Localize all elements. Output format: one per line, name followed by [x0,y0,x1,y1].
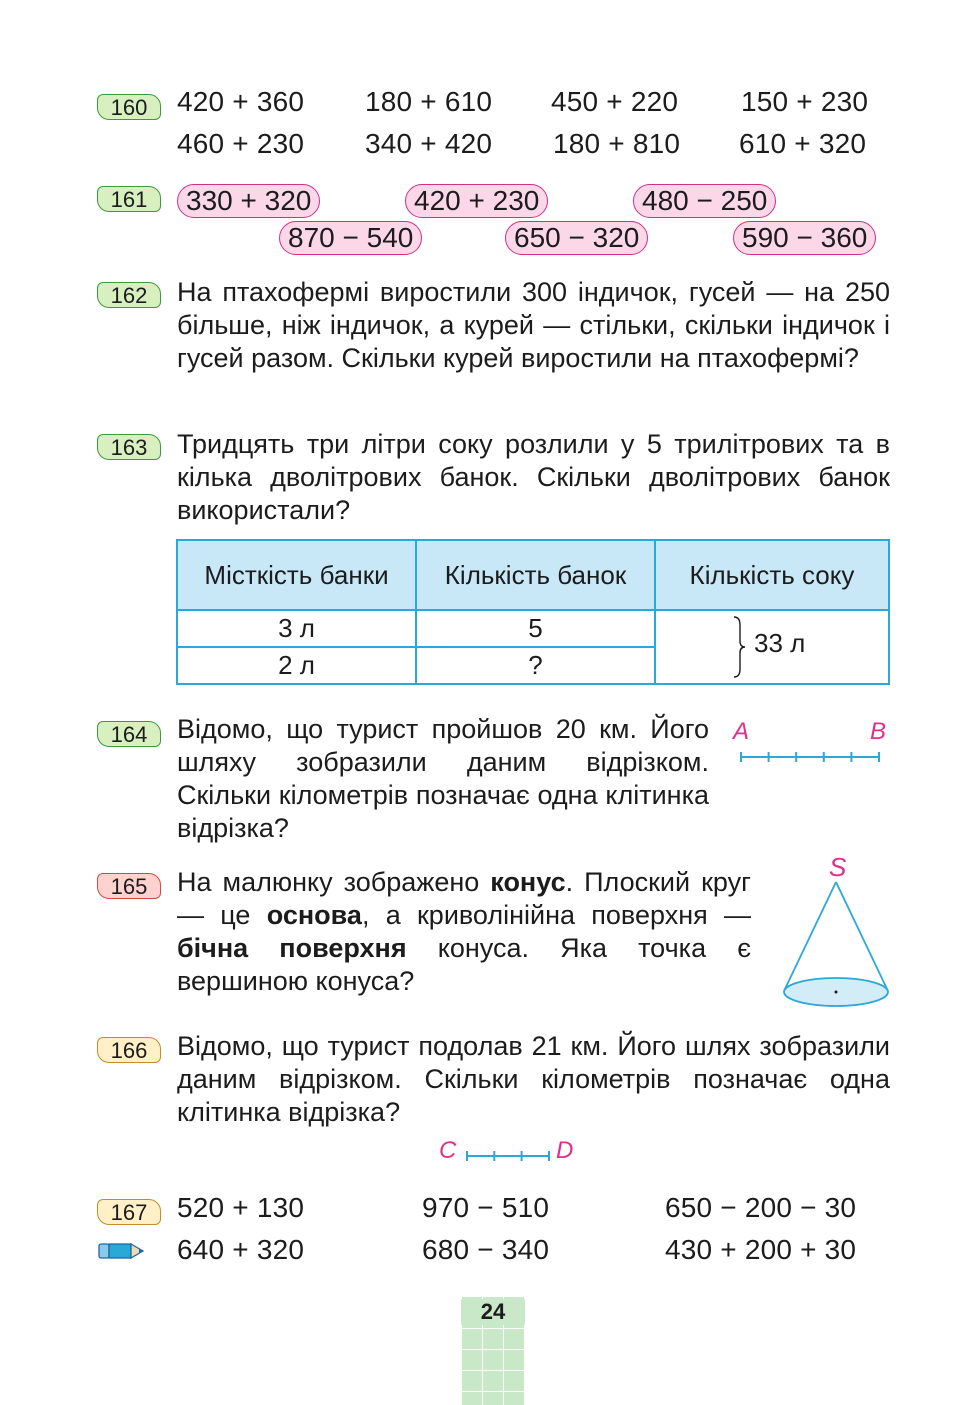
task-number-161: 161 [97,186,161,212]
expression: 150 + 230 [741,86,869,117]
table-header: Місткість банки [177,540,416,610]
oval-expression: 870 − 540 [279,221,422,255]
page-number: 24 [461,1299,525,1325]
expression: 970 − 510 [422,1192,550,1223]
total-label: 33 л [754,628,806,658]
task-number-163: 163 [97,434,161,460]
oval-expression: 420 + 230 [405,184,548,218]
text-part: На малюнку зображено [177,867,491,897]
expression: 520 + 130 [177,1192,305,1223]
expression: 180 + 810 [553,128,681,159]
task-number-162: 162 [97,282,161,308]
expression: 430 + 200 + 30 [665,1234,857,1265]
segment-ab [738,749,883,765]
oval-expression: 330 + 320 [177,184,320,218]
expression: 460 + 230 [177,128,305,159]
table-header: Кількість соку [655,540,889,610]
term-base: основа [266,900,362,930]
term-cone: конус [490,867,566,897]
task-number-165: 165 [97,873,161,899]
table-header: Кількість банок [416,540,655,610]
expression: 680 − 340 [422,1234,550,1265]
point-label-c: C [439,1137,457,1164]
expression: 450 + 220 [551,86,679,117]
task-number-167: 167 [97,1199,161,1225]
expression: 420 + 360 [177,86,305,117]
table-cell: 5 [416,610,655,647]
task-number-160: 160 [97,94,161,120]
page-number-box [461,1297,525,1405]
oval-expression: 650 − 320 [505,221,648,255]
expression: 180 + 610 [365,86,493,117]
table-cell: 2 л [177,647,416,684]
data-table [176,539,890,685]
task-number-164: 164 [97,721,161,747]
text-part: конуса. Яка точка є вершиною конуса? [177,933,751,996]
text-part: . Плоский круг — це [177,867,751,930]
task-text-166: Відомо, що турист подолав 21 км. Його шлях зобразили даним відрізком. Скільки кілометрів позначає одна клітинка відрізка? [177,1031,890,1127]
expression: 340 + 420 [365,128,493,159]
task-text-162: На птахофермі виростили 300 індичок, гусей — на 250 більше, ніж індичок, а курей — стільки, скільки індичок і гусей разом. Скільки курей виростили на птахофермі? [177,277,890,373]
expression: 650 − 200 − 30 [665,1192,857,1223]
text-part: , а криволінійна поверхня — [361,900,751,930]
oval-expression: 590 − 360 [733,221,876,255]
expression: 610 + 320 [739,128,867,159]
term-lateral-surface: бічна поверхня [177,933,407,963]
point-label-b: B [870,718,887,745]
table-cell: 3 л [177,610,416,647]
oval-expression: 480 − 250 [633,184,776,218]
point-label-s: S [829,852,847,882]
task-number-166: 166 [97,1037,161,1063]
expression: 640 + 320 [177,1234,305,1265]
segment-cd [464,1148,552,1164]
pencil-icon [97,1241,145,1261]
table-cell: ? [416,647,655,684]
task-text-163: Тридцять три літри соку розлили у 5 трилітрових та в кілька дволітрових банок. Скільки дволітрових банок використали? [177,429,890,525]
task-text-164: Відомо, що турист пройшов 20 км. Його шляху зобразили даним відрізком. Скільки кілометрів позначає одна клітинка відрізка? [177,714,709,843]
task-text-165 [177,866,751,998]
table-cell-total [655,610,889,684]
brace-icon [732,615,746,679]
cone-figure [777,880,897,1010]
point-label-d: D [556,1137,574,1164]
point-label-a: A [733,718,750,745]
